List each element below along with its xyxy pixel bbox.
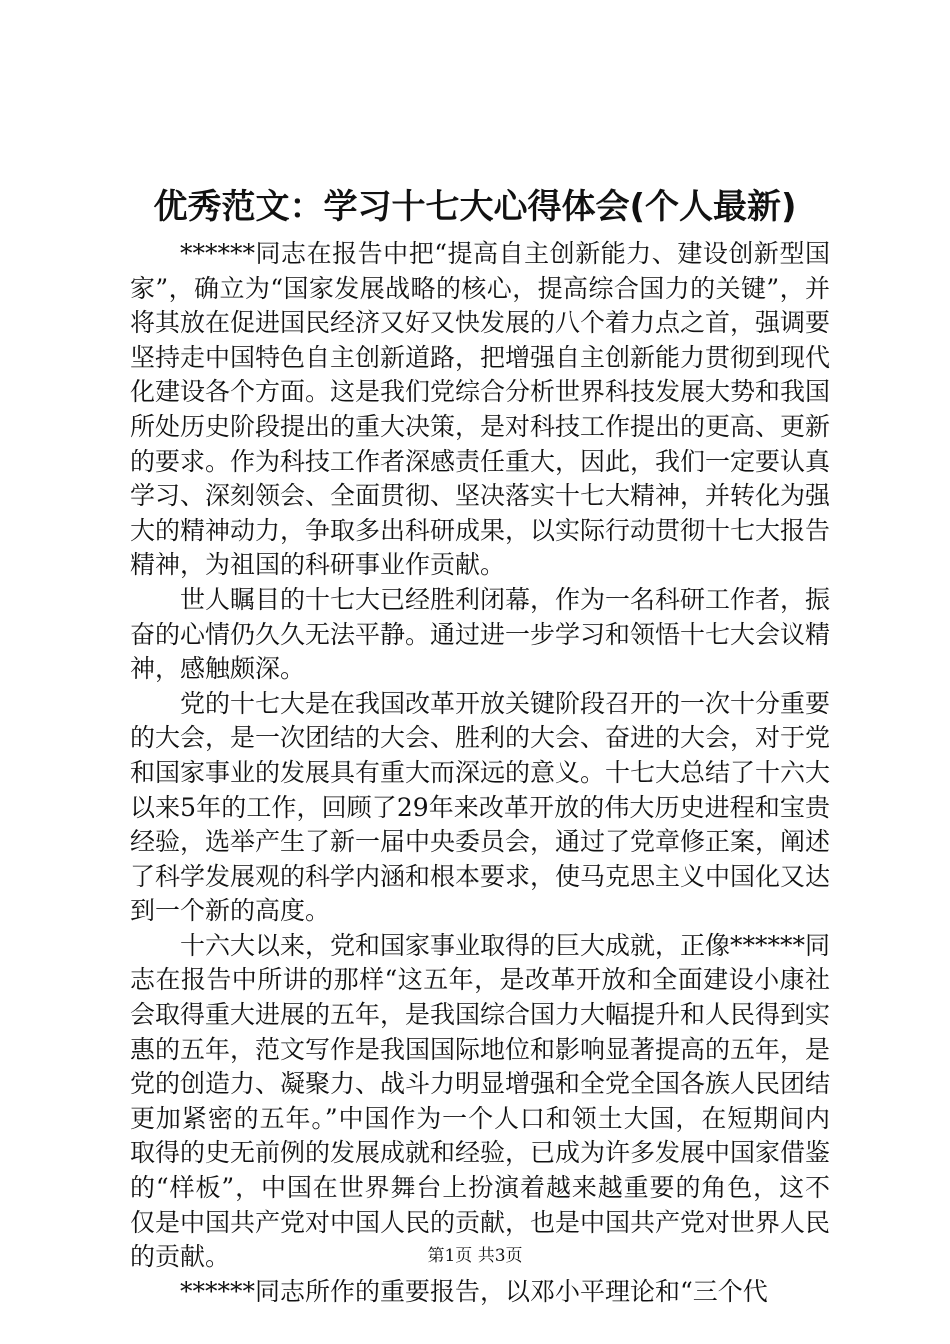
paragraph: 党的十七大是在我国改革开放关键阶段召开的一次十分重要的大会，是一次团结的大会、胜利的大会、奋进的大会，对于党和国家事业的发展具有重大而深远的意义。十七大总结了十六大以来5年的工作，回顾了29年来改革开放的伟大历史进程和宝贵经验，选举产生了新一届中央委员会，通过了党章修正案，阐述了科学发展观的科学内涵和根本要求，使马克思主义中国化又达到一个新的高度。	[130, 688, 831, 926]
paragraph: ******同志在报告中把“提高自主创新能力、建设创新型国家”，确立为“国家发展战略的核心，提高综合国力的关键”，并将其放在促进国民经济又好又快发展的八个着力点之首，强调要坚持走中国特色自主创新道路，把增强自主创新能力贯彻到现代化建设各个方面。这是我们党综合分析世界科技发展大势和我国所处历史阶段提出的重大决策，是对科技工作提出的更高、更新的要求。作为科技工作者深感责任重大，因此，我们一定要认真学习、深刻领会、全面贯彻、坚决落实十七大精神，并转化为强大的精神动力，争取多出科研成果，以实际行动贯彻十七大报告精神，为祖国的科研事业作贡献。	[130, 239, 831, 580]
paragraph: ******同志所作的重要报告，以邓小平理论和“三个代	[180, 1276, 768, 1306]
document-title: 优秀范文：学习十七大心得体会(个人最新)	[153, 187, 797, 227]
paragraph: 世人瞩目的十七大已经胜利闭幕，作为一名科研工作者，振奋的心情仍久久无法平静。通过进一步学习和领悟十七大会议精神，感触颇深。	[130, 584, 831, 684]
page-number-footer: 第1页 共3页	[427, 1246, 523, 1266]
document-body	[130, 237, 830, 1309]
paragraph: 十六大以来，党和国家事业取得的巨大成就，正像******同志在报告中所讲的那样“这五年，是改革开放和全面建设小康社会取得重大进展的五年，是我国综合国力大幅提升和人民得到实惠的五年，范文写作是我国国际地位和影响显著提高的五年，是党的创造力、凝聚力、战斗力明显增强和全党全国各族人民团结更加紧密的五年。”中国作为一个人口和领土大国，在短期间内取得的史无前例的发展成就和经验，已成为许多发展中国家借鉴的“样板”，中国在世界舞台上扮演着越来越重要的角色，这不仅是中国共产党对中国人民的贡献，也是中国共产党对世界人民的贡献。	[130, 930, 831, 1272]
